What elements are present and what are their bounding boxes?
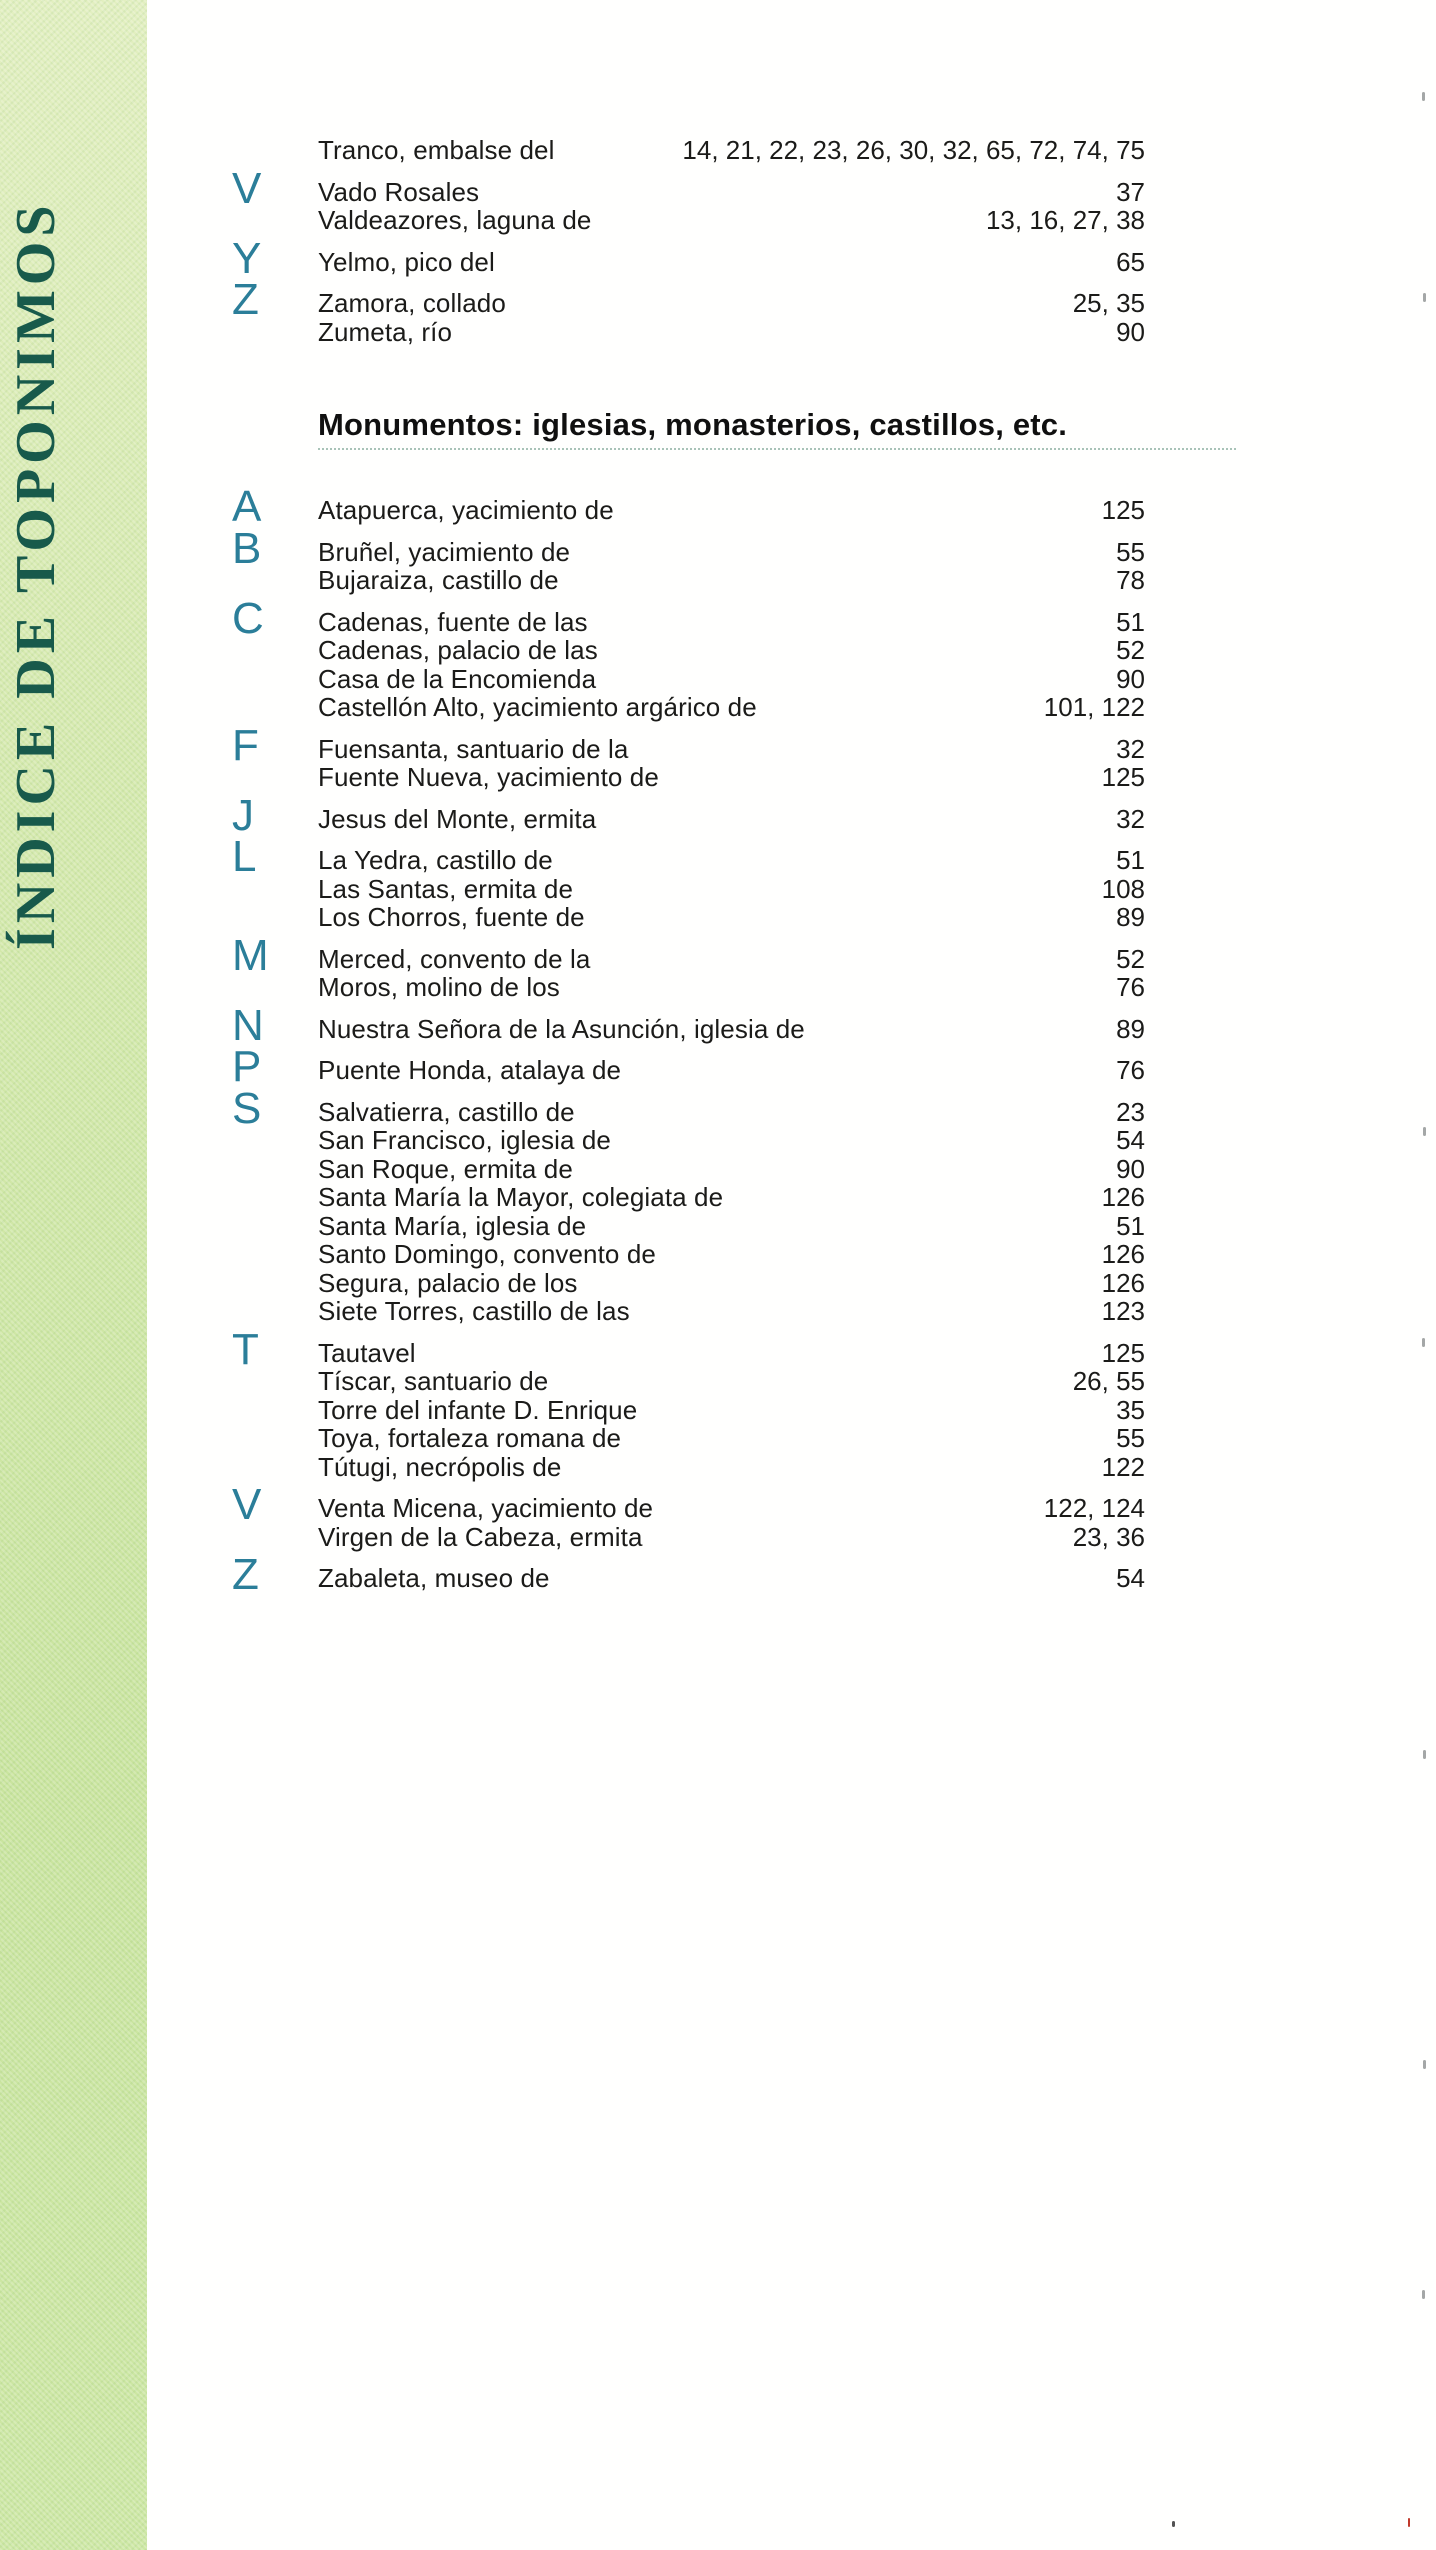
entry-name: Atapuerca, yacimiento de: [318, 495, 614, 525]
index-entry-row: [318, 1339, 1145, 1368]
index-entry-row: [318, 693, 1145, 722]
index-section: [232, 136, 1145, 346]
scan-artifact: [1408, 2518, 1410, 2527]
scan-artifact: [1423, 1750, 1426, 1759]
entry-pages: 125: [1101, 495, 1145, 525]
entry-name: Tíscar, santuario de: [318, 1366, 549, 1396]
entry-name: San Roque, ermita de: [318, 1153, 573, 1184]
letter-group: [232, 720, 1145, 792]
index-entry-row: [318, 1155, 1145, 1184]
index-entry-row: [318, 289, 1145, 318]
entry-pages: 90: [1116, 316, 1145, 347]
group-entries: [318, 1056, 1145, 1085]
index-entry-row: [318, 248, 1145, 277]
group-entries: [318, 1494, 1145, 1551]
group-entries: [318, 1339, 1145, 1482]
letter-index: N: [232, 1000, 264, 1050]
letter-index: Z: [232, 275, 259, 324]
entry-name: Jesus del Monte, ermita: [318, 803, 597, 834]
letter-group: [232, 1000, 1145, 1050]
letter-groups: [232, 482, 1145, 1599]
group-entries: [318, 1015, 1145, 1044]
entry-name: Puente Honda, atalaya de: [318, 1055, 622, 1085]
index-entry-row: [318, 1453, 1145, 1482]
section-heading: Monumentos: iglesias, monasterios, castillos, etc.: [318, 406, 1236, 450]
letter-group: [232, 482, 1145, 531]
index-entry-row: [318, 1183, 1145, 1212]
index-entry-row: [318, 538, 1145, 567]
scan-artifact: [1422, 92, 1425, 101]
group-entries: [318, 538, 1145, 595]
index-entry-row: [318, 608, 1145, 637]
group-entries: [318, 805, 1145, 834]
scan-artifact: [1422, 1338, 1425, 1347]
entry-pages: 122: [1101, 1451, 1145, 1482]
entry-pages: 25, 35: [1072, 288, 1145, 318]
index-entry-row: [318, 665, 1145, 694]
group-entries: [318, 846, 1145, 932]
index-entry-row: [318, 318, 1145, 347]
index-entry-row: [318, 1126, 1145, 1155]
entry-pages: 122, 124: [1043, 1493, 1145, 1523]
index-sections: [232, 135, 1145, 1599]
index-entry-row: [318, 1269, 1145, 1298]
entry-name: Zabaleta, museo de: [318, 1563, 550, 1593]
index-entry-row: [318, 496, 1145, 525]
group-entries: [318, 248, 1145, 277]
letter-group: [232, 275, 1145, 347]
letter-index: S: [232, 1083, 262, 1133]
entry-name: Fuente Nueva, yacimiento de: [318, 762, 659, 792]
letter-group: [232, 1480, 1145, 1552]
letter-group: [232, 790, 1145, 840]
entry-name: Siete Torres, castillo de las: [318, 1296, 630, 1326]
entry-pages: 126: [1101, 1267, 1145, 1298]
letter-index: Y: [232, 233, 262, 283]
index-entry-row: [318, 136, 1145, 165]
entry-pages: 13, 16, 27, 38: [985, 205, 1145, 235]
entry-pages: 76: [1116, 1055, 1145, 1085]
index-entry-row: [318, 1015, 1145, 1044]
entry-pages: 76: [1116, 972, 1145, 1002]
entry-pages: 51: [1116, 606, 1145, 637]
index-entry-row: [318, 735, 1145, 764]
entry-pages: 55: [1116, 1423, 1145, 1453]
index-entry-row: [318, 1523, 1145, 1552]
entry-name: Vado Rosales: [318, 176, 480, 207]
entry-name: Fuensanta, santuario de la: [318, 733, 629, 764]
entry-name: Virgen de la Cabeza, ermita: [318, 1521, 643, 1552]
entry-name: Merced, convento de la: [318, 943, 591, 974]
index-entry-row: [318, 903, 1145, 932]
entry-name: Segura, palacio de los: [318, 1267, 578, 1298]
entry-pages: 126: [1101, 1239, 1145, 1269]
entry-name: Zamora, collado: [318, 288, 506, 318]
entry-pages: 52: [1116, 635, 1145, 665]
letter-group: [232, 930, 1145, 1002]
letter-index: V: [232, 163, 262, 213]
letter-group: [232, 593, 1145, 722]
letter-group: [232, 1083, 1145, 1326]
entry-pages: 37: [1116, 176, 1145, 207]
letter-group: [232, 1042, 1145, 1091]
entry-name: Tranco, embalse del: [318, 135, 555, 165]
entry-pages: 23: [1116, 1096, 1145, 1127]
scan-artifact: [1172, 2521, 1175, 2527]
letter-group: [232, 832, 1145, 932]
entry-name: Casa de la Encomienda: [318, 663, 597, 694]
letter-index: A: [232, 482, 262, 531]
letter-index: P: [232, 1042, 262, 1091]
entry-name: La Yedra, castillo de: [318, 845, 553, 875]
entry-pages: 78: [1116, 565, 1145, 595]
entry-name: Torre del infante D. Enrique: [318, 1394, 638, 1425]
index-entry-row: [318, 1494, 1145, 1523]
letter-group: [232, 233, 1145, 283]
group-entries: [318, 608, 1145, 722]
index-entry-row: [318, 1098, 1145, 1127]
entry-pages: 35: [1116, 1394, 1145, 1425]
index-entry-row: [318, 178, 1145, 207]
entry-pages: 125: [1101, 762, 1145, 792]
entry-pages: 54: [1116, 1563, 1145, 1593]
entry-name: Salvatierra, castillo de: [318, 1096, 575, 1127]
entry-name: Las Santas, ermita de: [318, 873, 574, 904]
entry-name: Nuestra Señora de la Asunción, iglesia de: [318, 1013, 805, 1044]
entry-name: Bujaraiza, castillo de: [318, 565, 559, 595]
group-entries: [318, 945, 1145, 1002]
group-entries: [318, 1098, 1145, 1326]
index-entry-row: [318, 1056, 1145, 1085]
index-entry-row: [318, 805, 1145, 834]
group-entries: [318, 735, 1145, 792]
entry-name: Santa María, iglesia de: [318, 1210, 587, 1241]
letter-index: L: [232, 832, 257, 881]
letter-index: J: [232, 790, 254, 840]
index-entry-row: [318, 1240, 1145, 1269]
sidebar-green-band: [0, 0, 147, 2550]
entry-name: Yelmo, pico del: [318, 246, 495, 277]
entry-pages: 90: [1116, 663, 1145, 694]
index-entry-row: [318, 875, 1145, 904]
index-entry-row: [318, 206, 1145, 235]
entry-name: Castellón Alto, yacimiento argárico de: [318, 692, 757, 722]
scan-artifact: [1422, 2290, 1425, 2299]
letter-groups: [232, 136, 1145, 346]
entry-pages: 125: [1101, 1337, 1145, 1368]
letter-index: V: [232, 1480, 262, 1529]
letter-group: [232, 1324, 1145, 1482]
entry-name: Cadenas, palacio de las: [318, 635, 598, 665]
entry-name: San Francisco, iglesia de: [318, 1125, 611, 1155]
group-entries: [318, 178, 1145, 235]
index-entry-row: [318, 1424, 1145, 1453]
scan-artifact: [1423, 1127, 1426, 1136]
group-entries: [318, 496, 1145, 525]
entry-pages: 51: [1116, 845, 1145, 875]
index-entry-row: [318, 846, 1145, 875]
index-entry-row: [318, 973, 1145, 1002]
entry-name: Valdeazores, laguna de: [318, 205, 592, 235]
letter-group: [232, 136, 1145, 165]
index-entry-row: [318, 1564, 1145, 1593]
entry-pages: 90: [1116, 1153, 1145, 1184]
entry-name: Cadenas, fuente de las: [318, 606, 588, 637]
entry-name: Bruñel, yacimiento de: [318, 536, 571, 567]
entry-name: Moros, molino de los: [318, 972, 560, 1002]
entry-pages: 89: [1116, 1013, 1145, 1044]
entry-pages: 51: [1116, 1210, 1145, 1241]
scan-artifact: [1423, 293, 1426, 302]
letter-group: [232, 163, 1145, 235]
entry-pages: 54: [1116, 1125, 1145, 1155]
letter-index: M: [232, 930, 269, 980]
letter-index: F: [232, 720, 259, 770]
entry-name: Tútugi, necrópolis de: [318, 1451, 562, 1482]
sidebar-vertical-title: ÍNDICE DE TOPONIMOS: [5, 200, 67, 950]
entry-pages: 26, 55: [1072, 1366, 1145, 1396]
entry-pages: 101, 122: [1043, 692, 1145, 722]
entry-pages: 32: [1116, 803, 1145, 834]
group-entries: [318, 1564, 1145, 1593]
group-entries: [318, 289, 1145, 346]
entry-name: Santa María la Mayor, colegiata de: [318, 1182, 724, 1212]
index-entry-row: [318, 1212, 1145, 1241]
index-entry-row: [318, 763, 1145, 792]
entry-name: Santo Domingo, convento de: [318, 1239, 656, 1269]
entry-pages: 126: [1101, 1182, 1145, 1212]
letter-group: [232, 1550, 1145, 1599]
entry-pages: 55: [1116, 536, 1145, 567]
entry-pages: 32: [1116, 733, 1145, 764]
letter-index: B: [232, 523, 262, 573]
entry-name: Tautavel: [318, 1337, 416, 1368]
letter-group: [232, 523, 1145, 595]
index-entry-row: [318, 566, 1145, 595]
index-entry-row: [318, 1396, 1145, 1425]
entry-pages: 65: [1116, 246, 1145, 277]
entry-pages: 108: [1101, 873, 1145, 904]
letter-index: T: [232, 1324, 259, 1374]
entry-pages: 14, 21, 22, 23, 26, 30, 32, 65, 72, 74, 75: [682, 135, 1145, 165]
letter-index: C: [232, 593, 264, 643]
index-entry-row: [318, 945, 1145, 974]
index-content: [232, 0, 1145, 1599]
index-entry-row: [318, 1367, 1145, 1396]
index-section: [232, 406, 1145, 1599]
letter-index: Z: [232, 1550, 259, 1599]
entry-name: Zumeta, río: [318, 316, 453, 347]
scan-artifact: [1423, 2060, 1426, 2069]
index-entry-row: [318, 636, 1145, 665]
index-entry-row: [318, 1297, 1145, 1326]
group-entries: [318, 136, 1145, 165]
entry-pages: 23, 36: [1072, 1521, 1145, 1552]
entry-pages: 89: [1116, 902, 1145, 932]
entry-pages: 123: [1101, 1296, 1145, 1326]
entry-name: Los Chorros, fuente de: [318, 902, 585, 932]
entry-pages: 52: [1116, 943, 1145, 974]
entry-name: Venta Micena, yacimiento de: [318, 1493, 654, 1523]
entry-name: Toya, fortaleza romana de: [318, 1423, 622, 1453]
